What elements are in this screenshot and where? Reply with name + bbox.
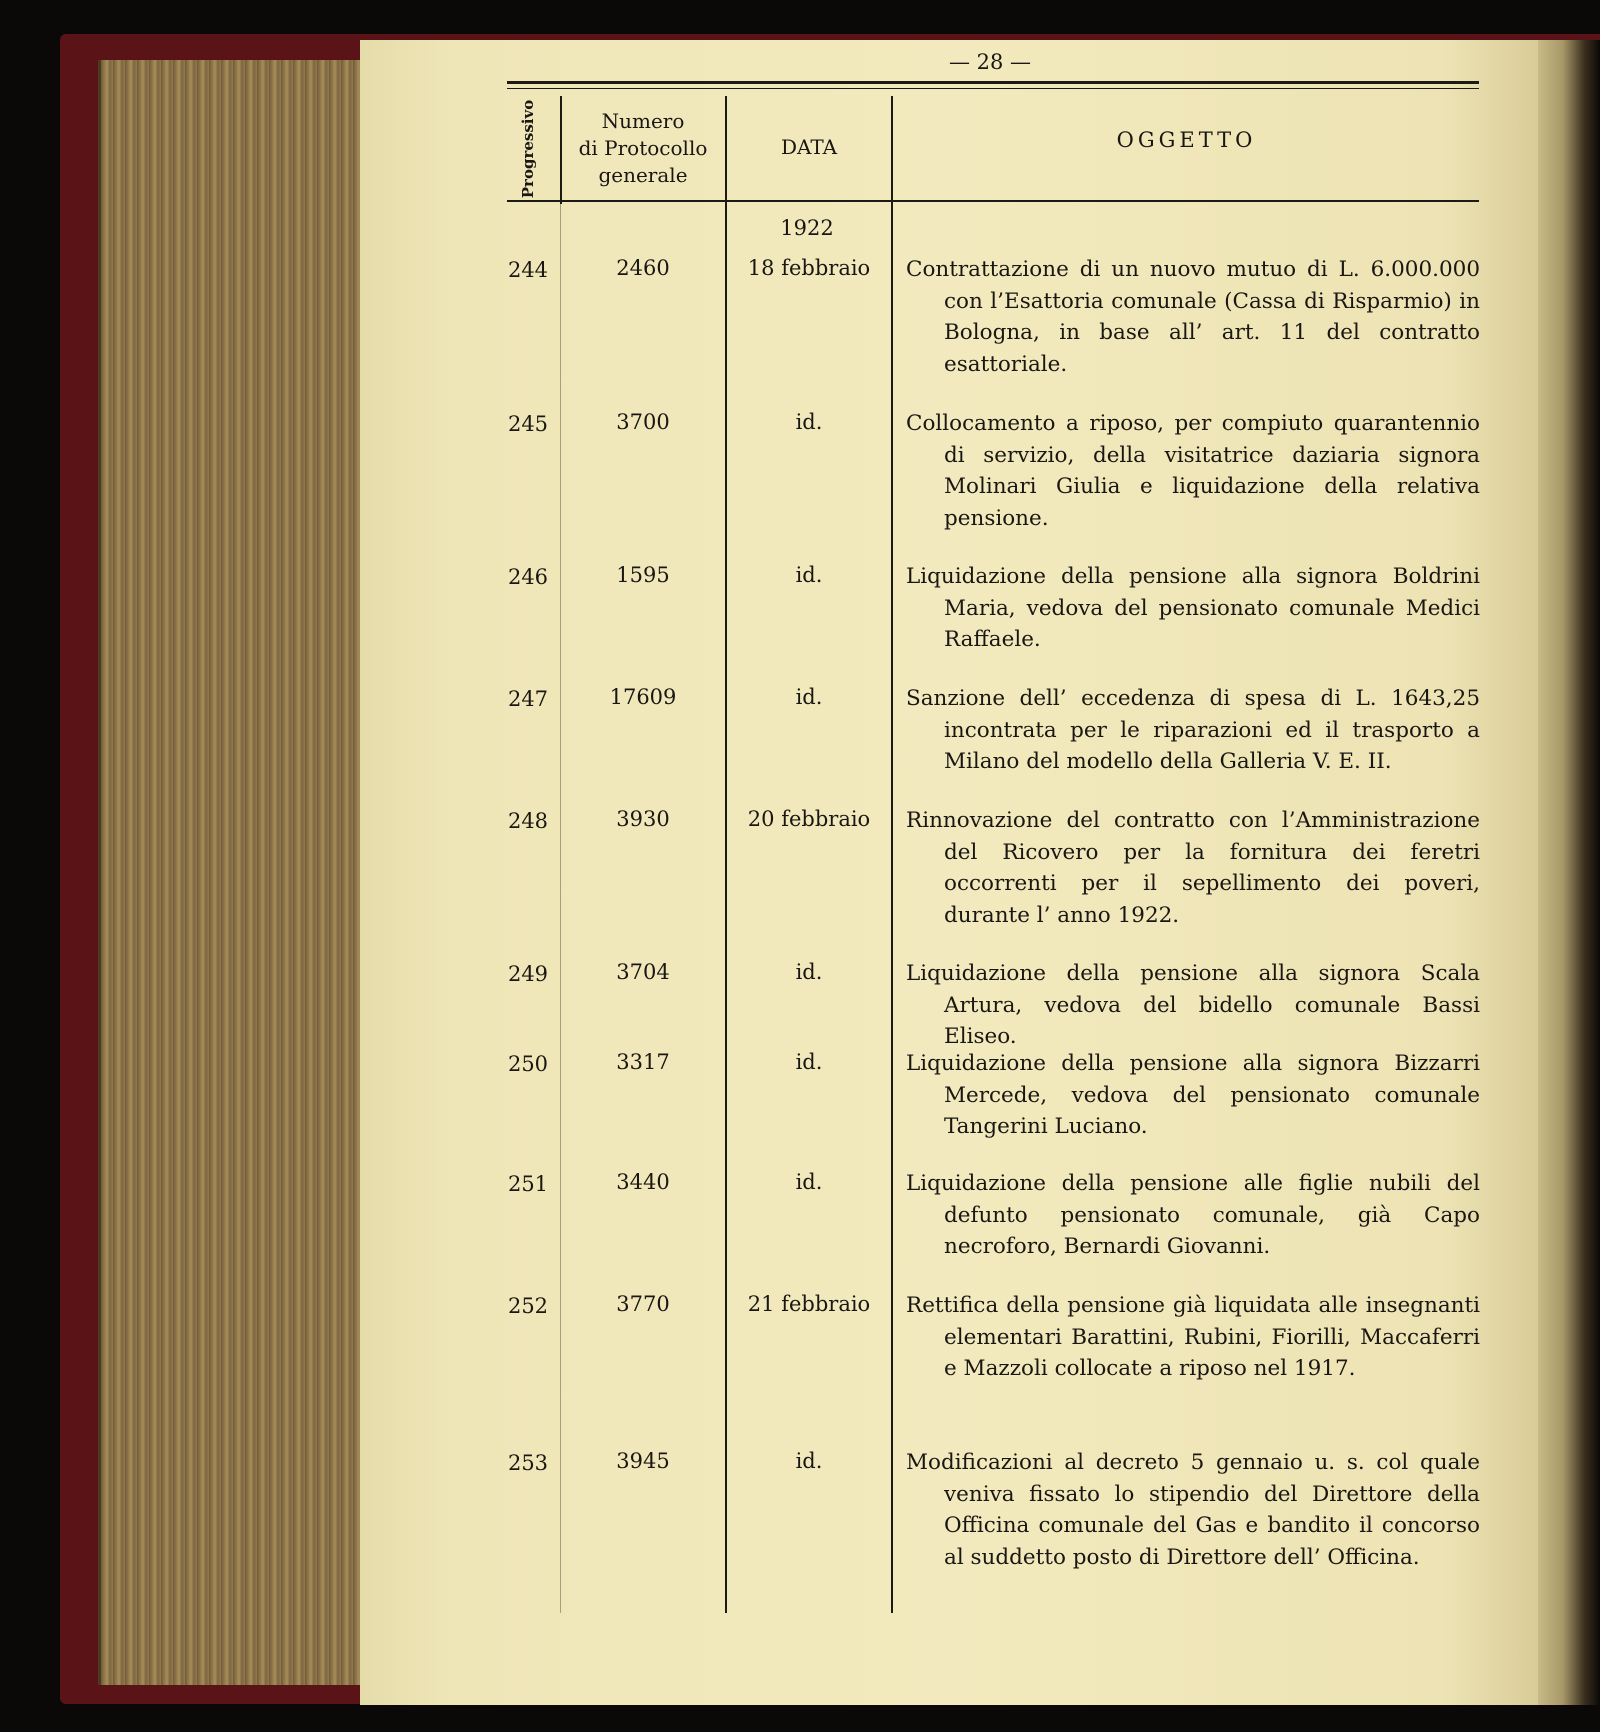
row-protocollo: 1595 (616, 563, 670, 587)
header-protocollo (563, 108, 723, 189)
row-protocollo: 3704 (616, 960, 670, 984)
row-progressivo: 246 (507, 565, 549, 589)
row-data: 20 febbraio (747, 807, 871, 831)
row-oggetto: Liquidazione della pensione alla signora Bizzarri Mercede, vedova del pensionato comunale Tangerini Luciano. (906, 1051, 1480, 1139)
row-data: id. (795, 410, 823, 434)
row-protocollo: 3440 (616, 1170, 670, 1194)
row-protocollo: 3770 (616, 1292, 670, 1316)
header-protocollo-line-2: di Protocollo (578, 136, 708, 160)
row-progressivo: 245 (507, 412, 549, 436)
column-divider-1-body (560, 204, 561, 1613)
column-divider-1 (560, 96, 562, 204)
row-protocollo: 2460 (616, 256, 670, 280)
row-oggetto: Liquidazione della pensione alla signora Scala Artura, vedova del bidello comunale Bassi Eliseo. (906, 961, 1480, 1049)
row-progressivo: 251 (507, 1172, 549, 1196)
row-data: id. (795, 1050, 823, 1074)
row-data: id. (795, 1170, 823, 1194)
row-data: id. (795, 1449, 823, 1473)
row-data: id. (795, 563, 823, 587)
row-progressivo: 247 (507, 687, 549, 711)
row-protocollo: 3700 (616, 410, 670, 434)
row-protocollo: 3317 (616, 1050, 670, 1074)
column-divider-3 (891, 96, 893, 1613)
row-progressivo: 248 (507, 809, 549, 833)
row-progressivo: 252 (507, 1294, 549, 1318)
top-rule-thick (507, 81, 1479, 84)
page-number: — 28 — (948, 50, 1032, 74)
row-oggetto: Contrattazione di un nuovo mutuo di L. 6.000.000 con l’Esattoria comunale (Cassa di Risparmio) in Bologna, in base all’ art. 11 del contratto esattoriale. (906, 257, 1480, 377)
row-progressivo: 250 (507, 1052, 549, 1076)
row-progressivo: 249 (507, 962, 549, 986)
header-progressivo (497, 95, 559, 203)
row-oggetto: Rinnovazione del contratto con l’Amministrazione del Ricovero per la fornitura dei feretri occorrenti per il sepellimento dei poveri, durante l’ anno 1922. (906, 808, 1480, 928)
row-data: id. (795, 685, 823, 709)
row-data: 21 febbraio (747, 1292, 871, 1316)
header-protocollo-line-3: generale (598, 163, 688, 187)
top-rule-thin (507, 88, 1479, 89)
row-oggetto: Rettifica della pensione già liquidata alle insegnanti elementari Barattini, Rubini, Fiorilli, Maccaferri e Mazzoli collocate a riposo nel 1917. (906, 1293, 1480, 1381)
row-data: 18 febbraio (747, 256, 871, 280)
row-protocollo: 3930 (616, 807, 670, 831)
column-divider-2 (725, 96, 727, 1613)
row-protocollo: 3945 (616, 1449, 670, 1473)
header-bottom-rule (507, 200, 1479, 202)
year-label: 1922 (780, 216, 834, 240)
row-oggetto: Collocamento a riposo, per compiuto quarantennio di servizio, della visitatrice daziaria signora Molinari Giulia e liquidazione della relativa pensione. (906, 411, 1480, 531)
row-protocollo: 17609 (609, 685, 677, 709)
header-oggetto: OGGETTO (1116, 128, 1257, 152)
header-progressivo-label: Progressivo (519, 99, 537, 199)
row-oggetto: Liquidazione della pensione alla signora Boldrini Maria, vedova del pensionato comunale Medici Raffaele. (906, 564, 1480, 652)
row-oggetto: Liquidazione della pensione alle figlie nubili del defunto pensionato comunale, già Capo necroforo, Bernardi Giovanni. (906, 1171, 1480, 1259)
row-oggetto: Modificazioni al decreto 5 gennaio u. s. col quale veniva fissato lo stipendio del Direttore della Officina comunale del Gas e bandito il concorso al suddetto posto di Direttore dell’ Officina. (906, 1450, 1480, 1570)
header-protocollo-line-1: Numero (601, 109, 685, 133)
row-oggetto: Sanzione dell’ eccedenza di spesa di L. 1643,25 incontrata per le riparazioni ed il trasporto a Milano del modello della Galleria V. E. II. (906, 686, 1480, 774)
row-progressivo: 244 (507, 258, 549, 282)
header-data: DATA (780, 135, 838, 159)
row-progressivo: 253 (507, 1451, 549, 1475)
row-data: id. (795, 960, 823, 984)
